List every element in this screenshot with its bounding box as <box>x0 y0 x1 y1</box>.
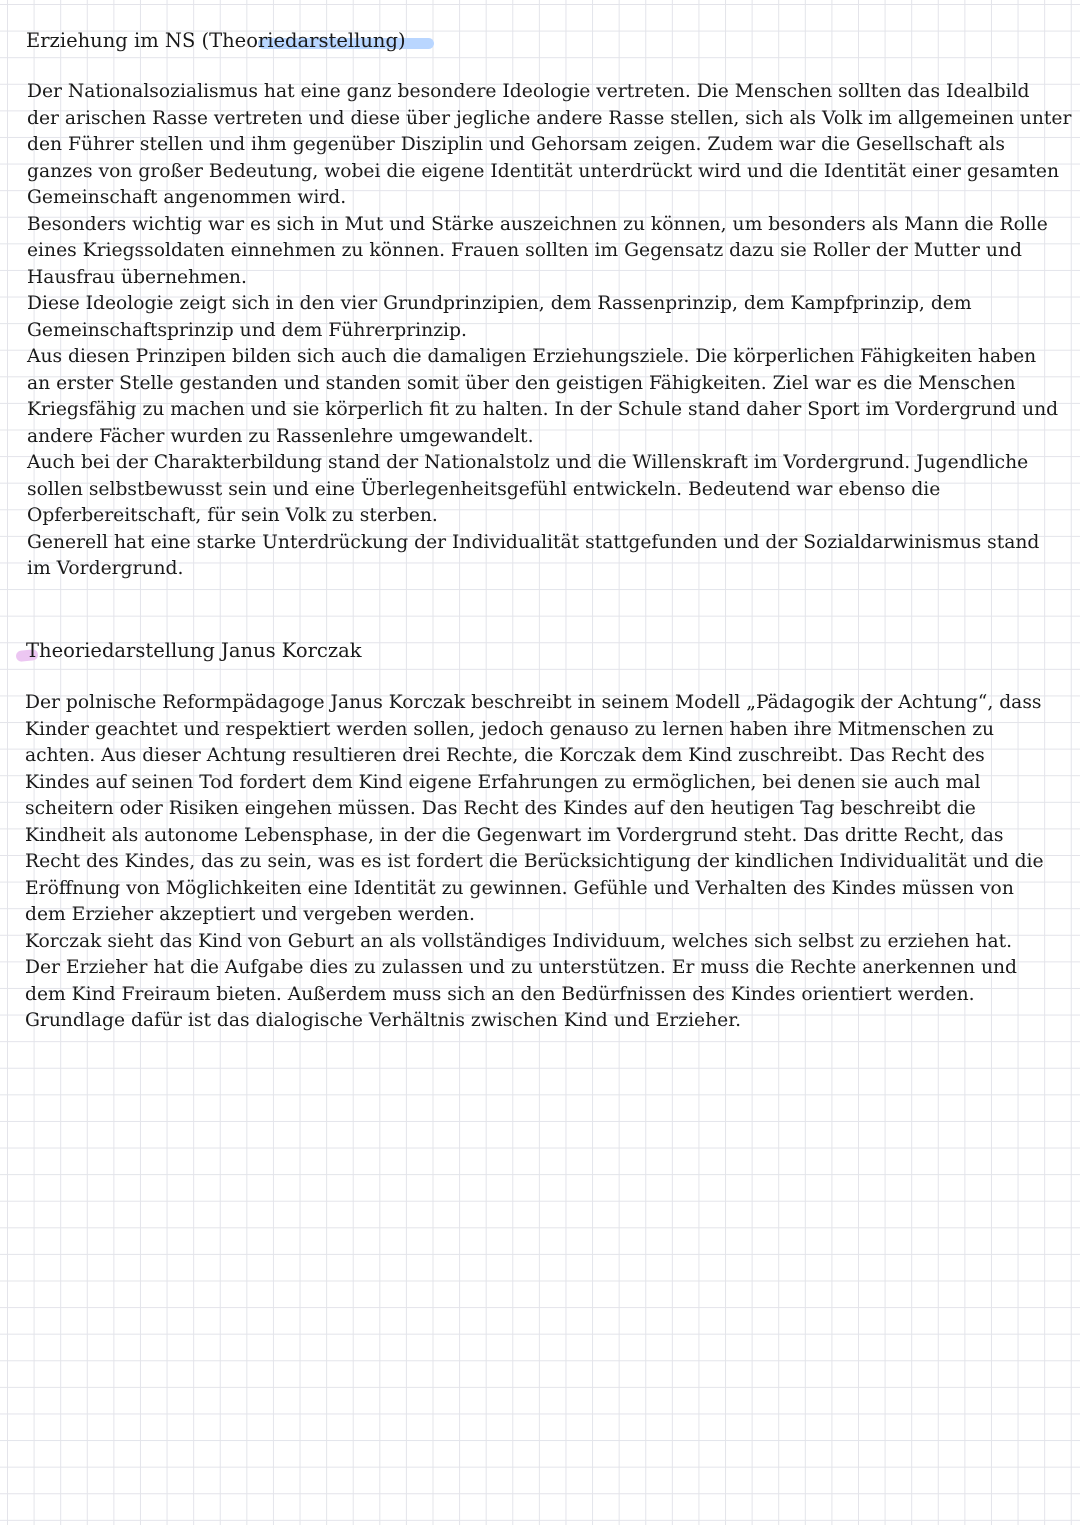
text-line: Der polnische Reformpädagoge Janus Korczak beschreibt in seinem Modell „Pädagogik der Achtung“, dass <box>25 692 1042 713</box>
text-line: Gemeinschaft angenommen wird. <box>27 187 347 208</box>
text-line: achten. Aus dieser Achtung resultieren drei Rechte, die Korczak dem Kind zuschreibt. Das Recht des <box>25 745 985 766</box>
text-line: Diese Ideologie zeigt sich in den vier Grundprinzipien, dem Rassenprinzip, dem Kampfprinzip, dem <box>27 293 972 314</box>
section-erziehung-im-ns <box>0 26 1080 583</box>
text-line: Kriegsfähig zu machen und sie körperlich fit zu halten. In der Schule stand daher Sport im Vordergrund und <box>27 399 1059 420</box>
text-line: Aus diesen Prinzipen bilden sich auch die damaligen Erziehungsziele. Die körperlichen Fähigkeiten haben <box>27 346 1037 367</box>
text-line: Der Nationalsozialismus hat eine ganz besondere Ideologie vertreten. Die Menschen sollten das Idealbild <box>27 81 1030 102</box>
text-line: dem Kind Freiraum bieten. Außerdem muss sich an den Bedürfnissen des Kindes orientiert werden. <box>25 983 975 1005</box>
section-title: Theoriedarstellung Janus Korczak <box>26 639 362 662</box>
text-line: Auch bei der Charakterbildung stand der Nationalstolz und die Willenskraft im Vordergrund. Jugendliche <box>27 452 1029 473</box>
text-line: Der Erzieher hat die Aufgabe dies zu zulassen und zu unterstützen. Er muss die Rechte anerkennen und <box>25 957 1017 978</box>
text-line: Generell hat eine starke Unterdrückung der Individualität stattgefunden und der Sozialdarwinismus stand <box>27 531 1040 553</box>
text-line: andere Fächer wurden zu Rassenlehre umgewandelt. <box>27 425 534 447</box>
section-body <box>27 79 1072 583</box>
text-line: eines Kriegssoldaten einnehmen zu können. Frauen sollten im Gegensatz dazu sie Roller der Mutter und <box>27 240 1022 261</box>
section-korczak <box>0 636 1080 1035</box>
text-line: den Führer stellen und ihm gegenüber Disziplin und Gehorsam zeigen. Zudem war die Gesellschaft als <box>27 134 1005 155</box>
text-line: im Vordergrund. <box>27 558 184 579</box>
heading-wrapper <box>26 636 362 666</box>
text-line: der arischen Rasse vertreten und diese über jegliche andere Rasse stellen, sich als Volk im allgemeinen unter <box>27 107 1072 129</box>
text-line: ganzes von großer Bedeutung, wobei die eigene Identität unterdrückt wird und die Identität einer gesamten <box>27 160 1060 182</box>
text-line: Kinder geachtet und respektiert werden sollen, jedoch genauso zu lernen haben ihre Mitmenschen zu <box>25 718 995 740</box>
heading-wrapper <box>26 26 406 56</box>
text-line: scheitern oder Risiken eingehen müssen. Das Recht des Kindes auf den heutigen Tag beschreibt die <box>25 798 976 819</box>
text-line: Hausfrau übernehmen. <box>27 266 247 288</box>
text-line: Kindheit als autonome Lebensphase, in der die Gegenwart im Vordergrund steht. Das dritte Recht, das <box>25 824 1004 846</box>
text-line: Eröffnung von Möglichkeiten eine Identität zu gewinnen. Gefühle und Verhalten des Kindes müssen von <box>25 877 1014 899</box>
text-line: Besonders wichtig war es sich in Mut und Stärke auszeichnen zu können, um besonders als Mann die Rolle <box>27 213 1048 235</box>
text-line: Korczak sieht das Kind von Geburt an als vollständiges Individuum, welches sich selbst zu erziehen hat. <box>25 930 1013 952</box>
section-title: Erziehung im NS (Theoriedarstellung) <box>26 29 406 52</box>
text-line: an erster Stelle gestanden und standen somit über den geistigen Fähigkeiten. Ziel war es die Menschen <box>27 372 1016 394</box>
text-line: Recht des Kindes, das zu sein, was es ist fordert die Berücksichtigung der kindlichen Individualität und die <box>25 851 1044 872</box>
text-line: dem Erzieher akzeptiert und vergeben werden. <box>25 904 475 925</box>
text-line: sollen selbstbewusst sein und eine Überlegenheitsgefühl entwickeln. Bedeutend war ebenso die <box>27 478 941 500</box>
section-body <box>25 690 1070 1035</box>
text-line: Kindes auf seinen Tod fordert dem Kind eigene Erfahrungen zu ermöglichen, bei denen sie auch mal <box>25 771 981 793</box>
text-line: Gemeinschaftsprinzip und dem Führerprinzip. <box>27 319 467 341</box>
text-line: Opferbereitschaft, für sein Volk zu sterben. <box>27 505 438 526</box>
text-line: Grundlage dafür ist das dialogische Verhältnis zwischen Kind und Erzieher. <box>25 1010 742 1031</box>
